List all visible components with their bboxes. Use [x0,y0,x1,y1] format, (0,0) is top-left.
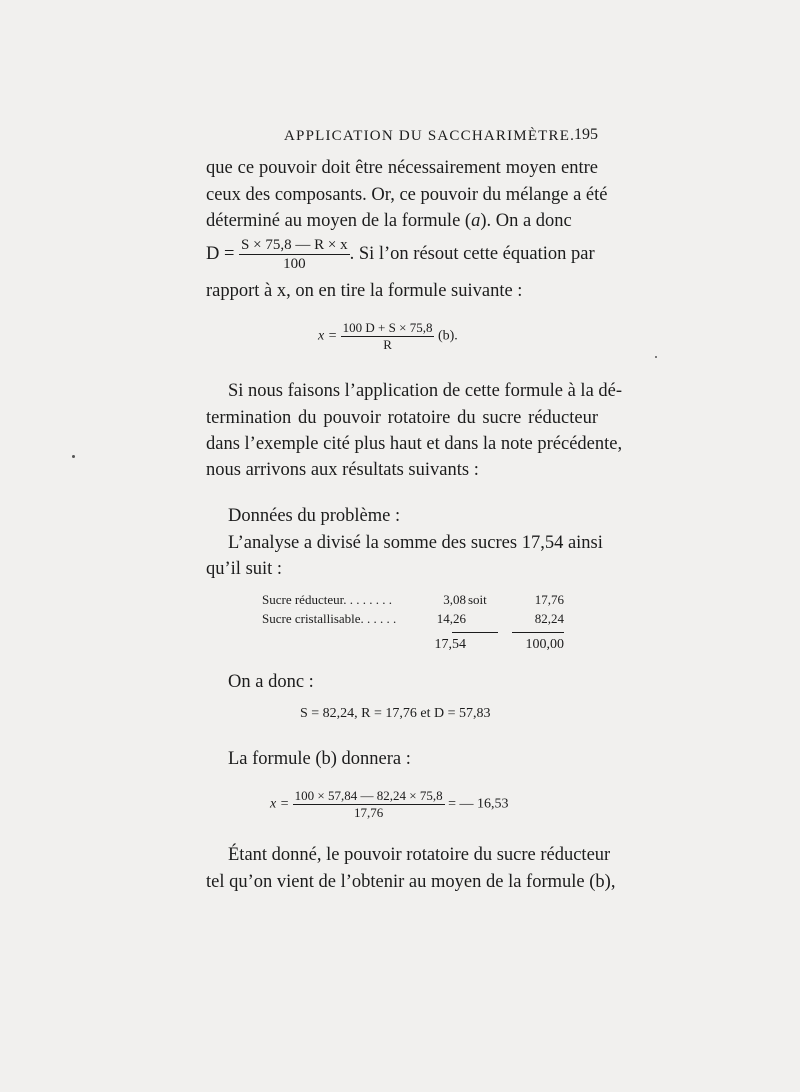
text-span: déterminé au moyen de la formule ( [206,211,472,231]
fraction-numerator: 100 D + S × 75,8 [342,320,433,335]
formula-b [318,320,458,353]
row-value: 3,08 [443,592,466,607]
equation-fraction [239,236,350,273]
formula-result: = — 16,53 [448,796,509,812]
row-label: Sucre réducteur. . . . . . . . [262,592,392,607]
formula-label: a [471,211,481,231]
sum-rule [452,632,498,633]
text-line: ceux des composants. Or, ce pouvoir du mélange a été [206,185,608,205]
row-percent: 17,76 [534,592,564,607]
row-value: 14,26 [436,611,466,626]
fraction-denominator: R [383,337,392,352]
row-percent: 82,24 [534,611,564,626]
formula-fraction [293,788,445,821]
text-line: On a donc : [228,672,314,692]
text-line: que ce pouvoir doit être nécessairement moyen entre [206,158,598,178]
text-line: Si nous faisons l’application de cette formule à la dé- [228,381,623,401]
row-connector: soit [468,592,487,607]
running-head: APPLICATION DU SACCHARIMÈTRE. [284,128,576,144]
equation-line [206,236,598,273]
fraction-numerator: S × 75,8 — R × x [241,237,348,253]
text-span: ). On a donc [480,211,572,231]
values-line: S = 82,24, R = 17,76 et D = 57,83 [300,706,491,721]
formula-lhs: x = [270,796,290,812]
equation-lhs: D = [206,243,235,264]
page-header [206,122,598,148]
total-percent: 100,00 [525,637,564,652]
sum-rule [512,632,564,633]
text-line: dans l’exemple cité plus haut et dans la note précédente, [206,434,623,454]
table-row [262,611,566,629]
computation-formula [270,788,509,821]
fraction-denominator: 17,76 [354,805,384,820]
text-span: . Si l’on résout cette équation par [349,243,595,264]
fraction-denominator: 100 [283,256,306,272]
text-line: L’analyse a divisé la somme des sucres 17,54 ainsi [228,533,603,553]
total-value: 17,54 [434,637,466,652]
fraction-numerator: 100 × 57,84 — 82,24 × 75,8 [294,788,443,803]
formula-lhs: x = [318,328,338,344]
formula-fraction [341,320,435,353]
paper-speck [72,455,75,458]
text-line: termination du pouvoir rotatoire du sucre réducteur [206,408,598,428]
text-line: rapport à x, on en tire la formule suivante : [206,281,523,301]
text-line [206,208,598,234]
row-label: Sucre cristallisable. . . . . . [262,611,397,626]
formula-label: (b). [437,328,458,344]
page-number: 195 [574,126,598,143]
table-row [262,592,566,610]
text-line: qu’il suit : [206,559,283,579]
paper-speck [655,356,657,358]
text-line: La formule (b) donnera : [228,749,411,769]
text-line: Étant donné, le pouvoir rotatoire du sucre réducteur [228,845,611,865]
text-line: tel qu’on vient de l’obtenir au moyen de la formule (b), [206,872,616,892]
text-line: nous arrivons aux résultats suivants : [206,460,479,480]
text-line: Données du problème : [228,506,401,526]
